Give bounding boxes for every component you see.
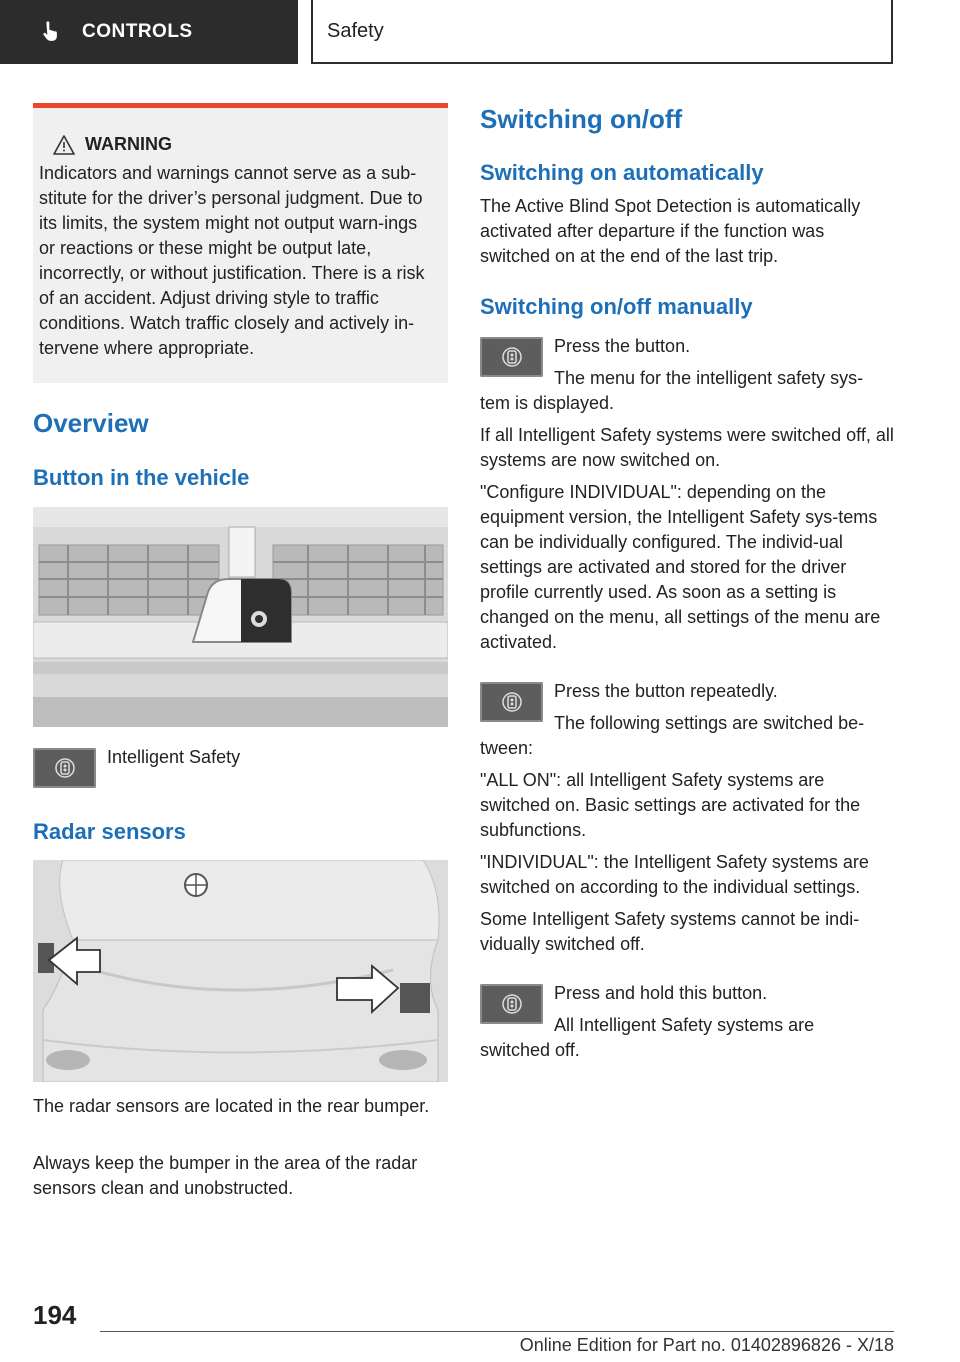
overview-heading: Overview: [33, 408, 149, 438]
radar-paragraph-1: The radar sensors are located in the rear bumper.: [33, 1096, 430, 1116]
page-number: 194: [33, 1300, 77, 1330]
step3-line2: All Intelligent Safety systems are switched off.: [480, 1015, 815, 1060]
individual-paragraph: "INDIVIDUAL": the Intelligent Safety systems are switched on according to the individual settings.: [480, 852, 869, 897]
intelligent-safety-icon: [502, 993, 522, 1015]
step3-line1: Press and hold this button.: [554, 983, 768, 1003]
intelligent-safety-label: Intelligent Safety: [107, 747, 241, 767]
warning-text: Indicators and warnings cannot serve as a sub-stitute for the driver’s personal judgment. Due to its limits, the system might not output warn-ings or reactions or these might be output late, incorrectly, or without justification. There is a risk of an accident. Adjust driving style to traffic conditions. Watch traffic closely and actively in-tervene where appropriate.: [39, 163, 425, 358]
intelligent-safety-icon: [502, 346, 522, 368]
step2-line1: Press the button repeatedly.: [554, 681, 778, 701]
pointing-hand-icon: [40, 21, 62, 43]
radar-paragraph-2: Always keep the bumper in the area of the radar sensors clean and unobstructed.: [33, 1153, 418, 1198]
radar-sensors-heading: Radar sensors: [33, 819, 186, 844]
vehicle-grille-illustration: [33, 507, 448, 727]
button-in-vehicle-heading: Button in the vehicle: [33, 465, 250, 490]
intelligent-safety-button-icon: [33, 748, 96, 788]
switching-manual-heading: Switching on/off manually: [480, 294, 753, 319]
switching-auto-heading: Switching on automatically: [480, 160, 764, 185]
section-tab: [0, 0, 298, 64]
warning-triangle-icon: [53, 135, 75, 155]
all-on-paragraph: "ALL ON": all Intelligent Safety systems are switched on. Basic settings are activated for the subfunctions.: [480, 770, 861, 840]
intelligent-safety-icon: [55, 757, 75, 779]
warning-title-row: [39, 134, 436, 155]
switching-heading: Switching on/off: [480, 104, 683, 134]
section-title: CONTROLS: [82, 21, 193, 42]
configure-paragraph: "Configure INDIVIDUAL": depending on the equipment version, the Intelligent Safety sys-tems can be individually configured. The individ-ual settings are activated and stored for the driver profile currently used. As soon as a setting is changed on the menu, all settings of the menu are activated.: [480, 482, 881, 652]
step1-line1: Press the button.: [554, 336, 691, 356]
warning-box: [33, 103, 448, 383]
some-systems-paragraph: Some Intelligent Safety systems cannot be indi-vidually switched off.: [480, 909, 860, 954]
warning-title: WARNING: [85, 134, 172, 154]
all-off-paragraph: If all Intelligent Safety systems were switched off, all systems are now switched on.: [480, 425, 894, 470]
switching-auto-text: The Active Blind Spot Detection is automatically activated after departure if the function was switched on at the end of the last trip.: [480, 196, 861, 266]
rear-bumper-illustration: [33, 860, 448, 1082]
footer-divider: [100, 1331, 894, 1332]
intelligent-safety-icon: [502, 691, 522, 713]
footer-edition: Online Edition for Part no. 01402896826 - X/18: [519, 1335, 894, 1355]
chapter-tab: [311, 0, 893, 64]
step1-line2: The menu for the intelligent safety sys-tem is displayed.: [480, 368, 864, 413]
step2-line2: The following settings are switched be-tween:: [480, 713, 865, 758]
chapter-title: Safety: [327, 19, 384, 42]
